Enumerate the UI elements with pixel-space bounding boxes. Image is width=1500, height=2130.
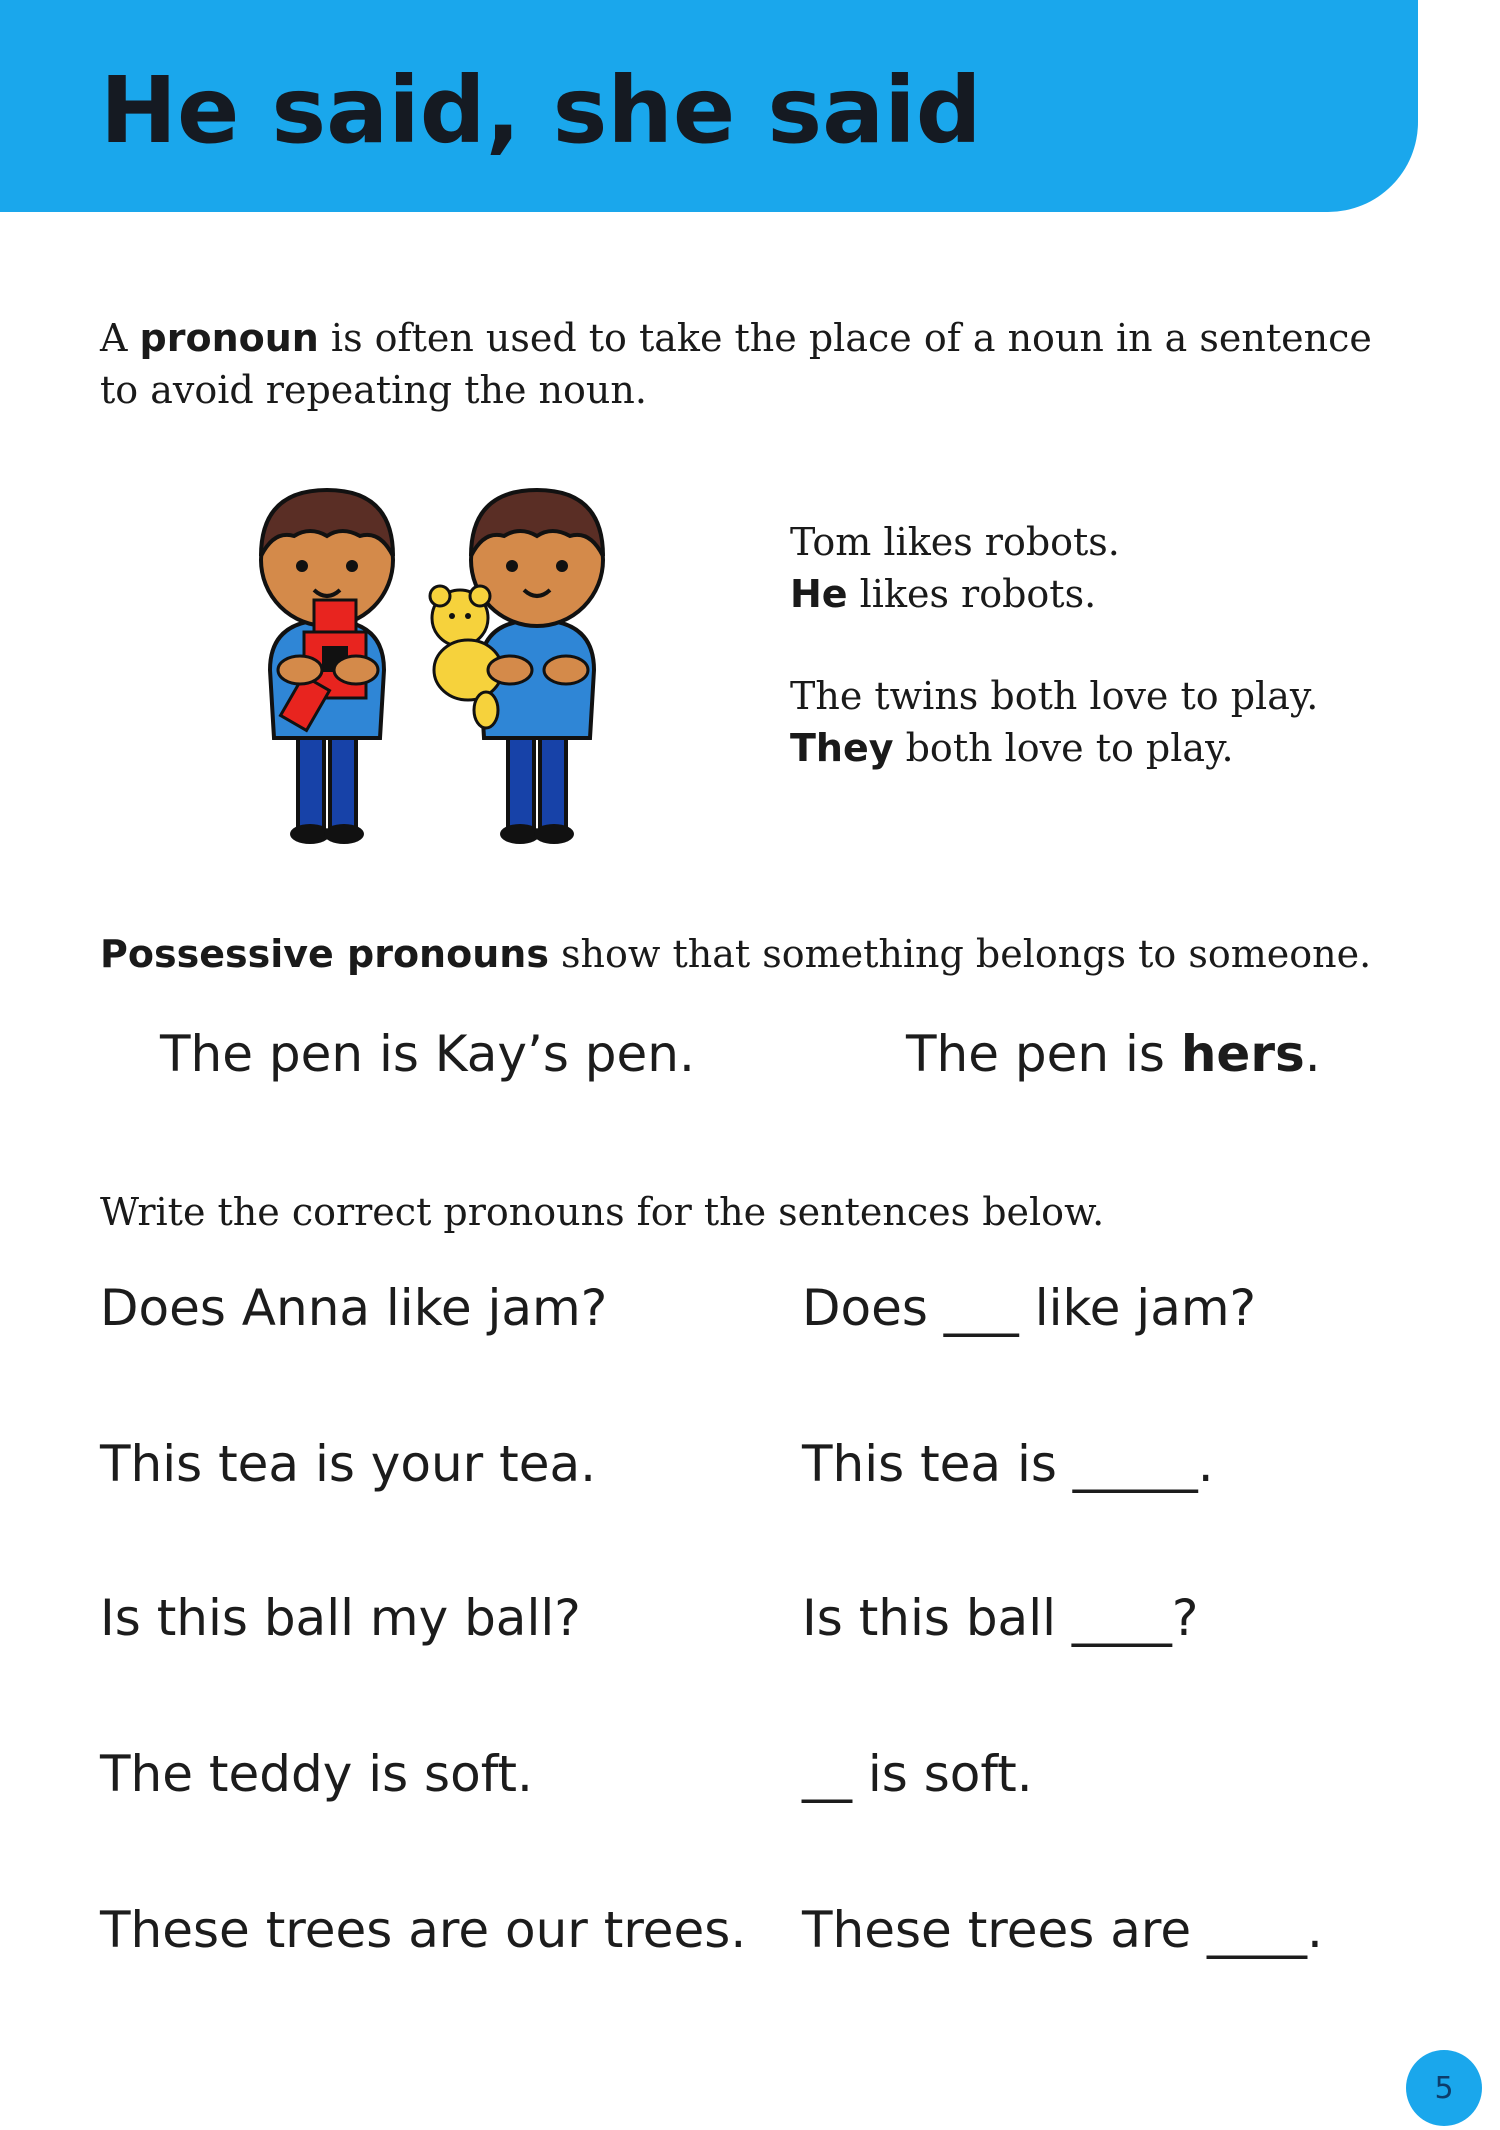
example-pronoun: He [790, 572, 848, 616]
exercise-answer-blank[interactable]: This tea is _____. [802, 1435, 1214, 1493]
example-pronoun: They [790, 726, 894, 770]
possessive-example-left: The pen is Kay’s pen. [160, 1025, 695, 1083]
exercise-sentence: These trees are our trees. [100, 1901, 747, 1959]
possessive-rest: show that something belongs to someone. [548, 932, 1372, 976]
example-line: Tom likes robots. [790, 520, 1120, 564]
page-title: He said, she said [100, 57, 982, 164]
intro-prefix: A [100, 316, 140, 360]
intro-rest: is often used to take the place of a noun in a sentence to avoid repeating the noun. [100, 316, 1372, 412]
page-number-badge: 5 [1406, 2050, 1482, 2126]
intro-paragraph [100, 312, 1400, 416]
example-line [790, 568, 1318, 620]
possessive-example-right [906, 1022, 1321, 1086]
exercise-answer-blank[interactable]: These trees are ____. [802, 1901, 1323, 1959]
possessive-term: Possessive pronouns [100, 932, 549, 976]
example-line: The twins both love to play. [790, 674, 1319, 718]
example-line [790, 722, 1318, 774]
example-rest: both love to play. [893, 726, 1234, 770]
possessive-example-pronoun: hers [1180, 1025, 1305, 1083]
possessive-example-prefix: The pen is [906, 1025, 1181, 1083]
exercise-answer-blank[interactable]: Is this ball ____? [802, 1589, 1199, 1647]
exercise-answer-blank[interactable]: __ is soft. [802, 1745, 1033, 1803]
twins-illustration [230, 470, 710, 870]
exercise-sentence: Is this ball my ball? [100, 1589, 581, 1647]
possessive-example-suffix: . [1304, 1025, 1321, 1083]
exercise-sentence: The teddy is soft. [100, 1745, 533, 1803]
example-rest: likes robots. [847, 572, 1097, 616]
intro-bold-term: pronoun [139, 316, 319, 360]
pronoun-examples [790, 516, 1318, 774]
exercise-answer-blank[interactable]: Does ___ like jam? [802, 1279, 1257, 1337]
twin-boy-with-robot-illustration [261, 490, 393, 844]
exercise-sentence: This tea is your tea. [100, 1435, 597, 1493]
possessive-definition [100, 928, 1371, 980]
exercise-instruction: Write the correct pronouns for the sentences below. [100, 1190, 1105, 1234]
exercise-sentence: Does Anna like jam? [100, 1279, 608, 1337]
twin-boy-with-teddy-illustration [430, 490, 603, 844]
